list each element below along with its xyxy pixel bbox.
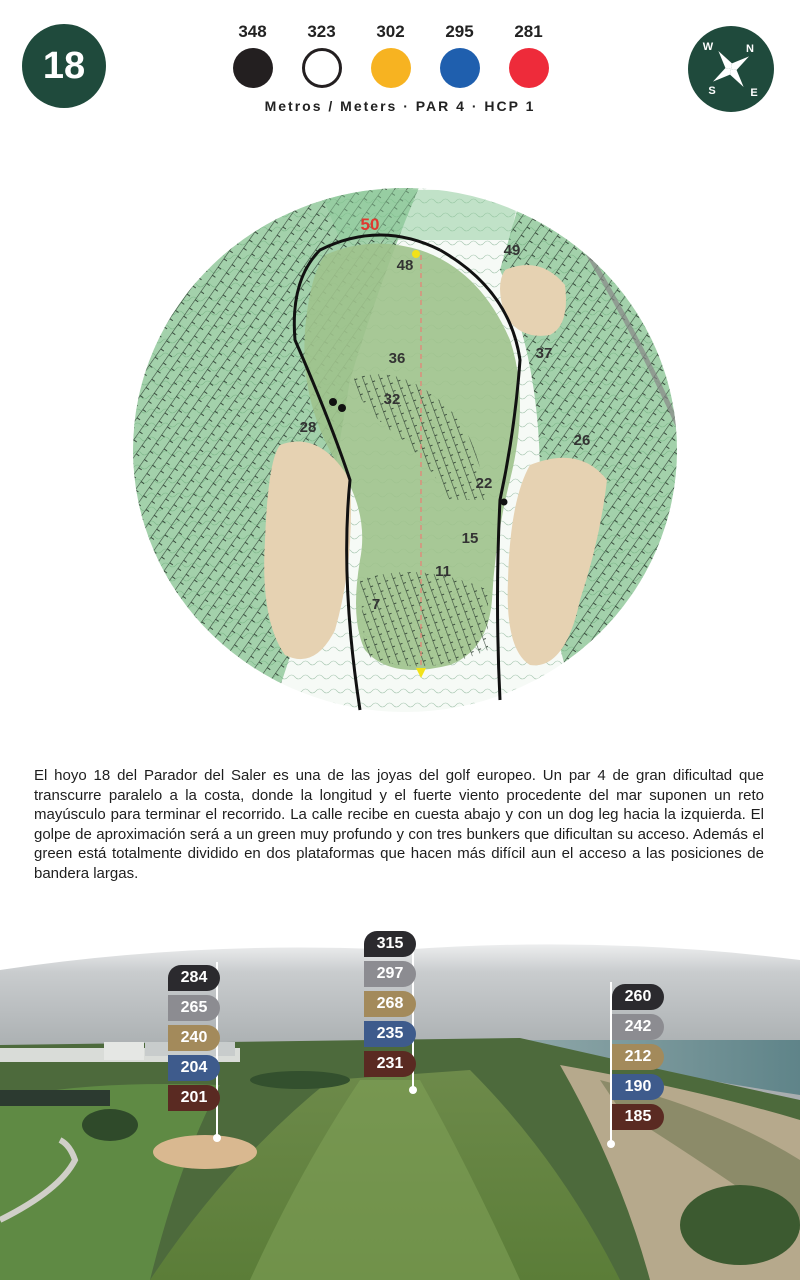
tee-blue [439,22,480,88]
marker-center-value-0: 315 [364,931,416,957]
aerial-photo [0,930,800,1280]
compass-s: S [708,85,716,97]
tee-red-distance: 281 [514,22,543,41]
red-tee-marker [509,48,549,88]
marker-left-value-1: 265 [168,995,220,1021]
tee-yellow-distance: 302 [376,22,405,41]
map-number-22: 22 [475,475,493,492]
white-tee-marker [302,48,342,88]
map-number-15: 15 [461,530,479,547]
map-number-37: 37 [535,345,553,362]
marker-left-value-0: 284 [168,965,220,991]
blue-tee-marker [440,48,480,88]
map-number-11: 11 [435,563,451,580]
compass-w: W [702,41,714,53]
map-number-32: 32 [383,391,401,408]
marker-left-value-3: 204 [168,1055,220,1081]
marker-center-value-4: 231 [364,1051,416,1077]
compass-e: E [750,87,758,99]
tee-blue-distance: 295 [445,22,474,41]
hole-number-badge [22,24,106,108]
compass-n: N [746,43,754,55]
map-number-36: 36 [388,350,406,367]
tee-white-distance: 323 [307,22,336,41]
marker-center-value-1: 297 [364,961,416,987]
map-number-28: 28 [299,419,317,436]
marker-center-value-3: 235 [364,1021,416,1047]
tee-red [508,22,549,88]
tee-black-distance: 348 [238,22,267,41]
marker-right-value-0: 260 [612,984,664,1010]
hole-number: 18 [42,44,86,87]
photo-bunker [153,1135,257,1169]
map-number-7: 7 [371,596,381,613]
marker-center-value-2: 268 [364,991,416,1017]
map-number-49: 49 [503,242,521,259]
hole-map [120,180,690,715]
marker-left-value-4: 201 [168,1085,220,1111]
marker-left-value-2: 240 [168,1025,220,1051]
marker-right-value-3: 190 [612,1074,664,1100]
marker-right-value-2: 212 [612,1044,664,1070]
map-number-50: 50 [360,215,380,234]
par-info: Metros / Meters · PAR 4 · HCP 1 [264,98,536,114]
map-number-26: 26 [573,432,591,449]
marker-right-value-1: 242 [612,1014,664,1040]
tee-white [301,22,342,88]
tee-distances [232,22,549,88]
tee-black [232,22,273,88]
black-tee-marker [233,48,273,88]
marker-right-value-4: 185 [612,1104,664,1130]
yellow-tee-marker [371,48,411,88]
map-number-48: 48 [396,257,414,274]
tee-yellow [370,22,411,88]
compass-icon [688,26,774,112]
hole-description: El hoyo 18 del Parador del Saler es una de las joyas del golf europeo. Un par 4 de gran dificultad que transcurre paralelo a la costa, donde la longitud y el fuerte viento procedente del mar suponen un reto mayúsculo para terminar el recorrido. La calle recibe en cuesta abajo y con un dog leg hacia la izquierda. El golpe de aproximación será a un green muy profundo y con tres bunkers que dificultan su acceso. Además el green está totalmente dividido en dos plataformas que hacen más difícil aun el acceso a las posiciones de bandera largas. [34,767,764,882]
